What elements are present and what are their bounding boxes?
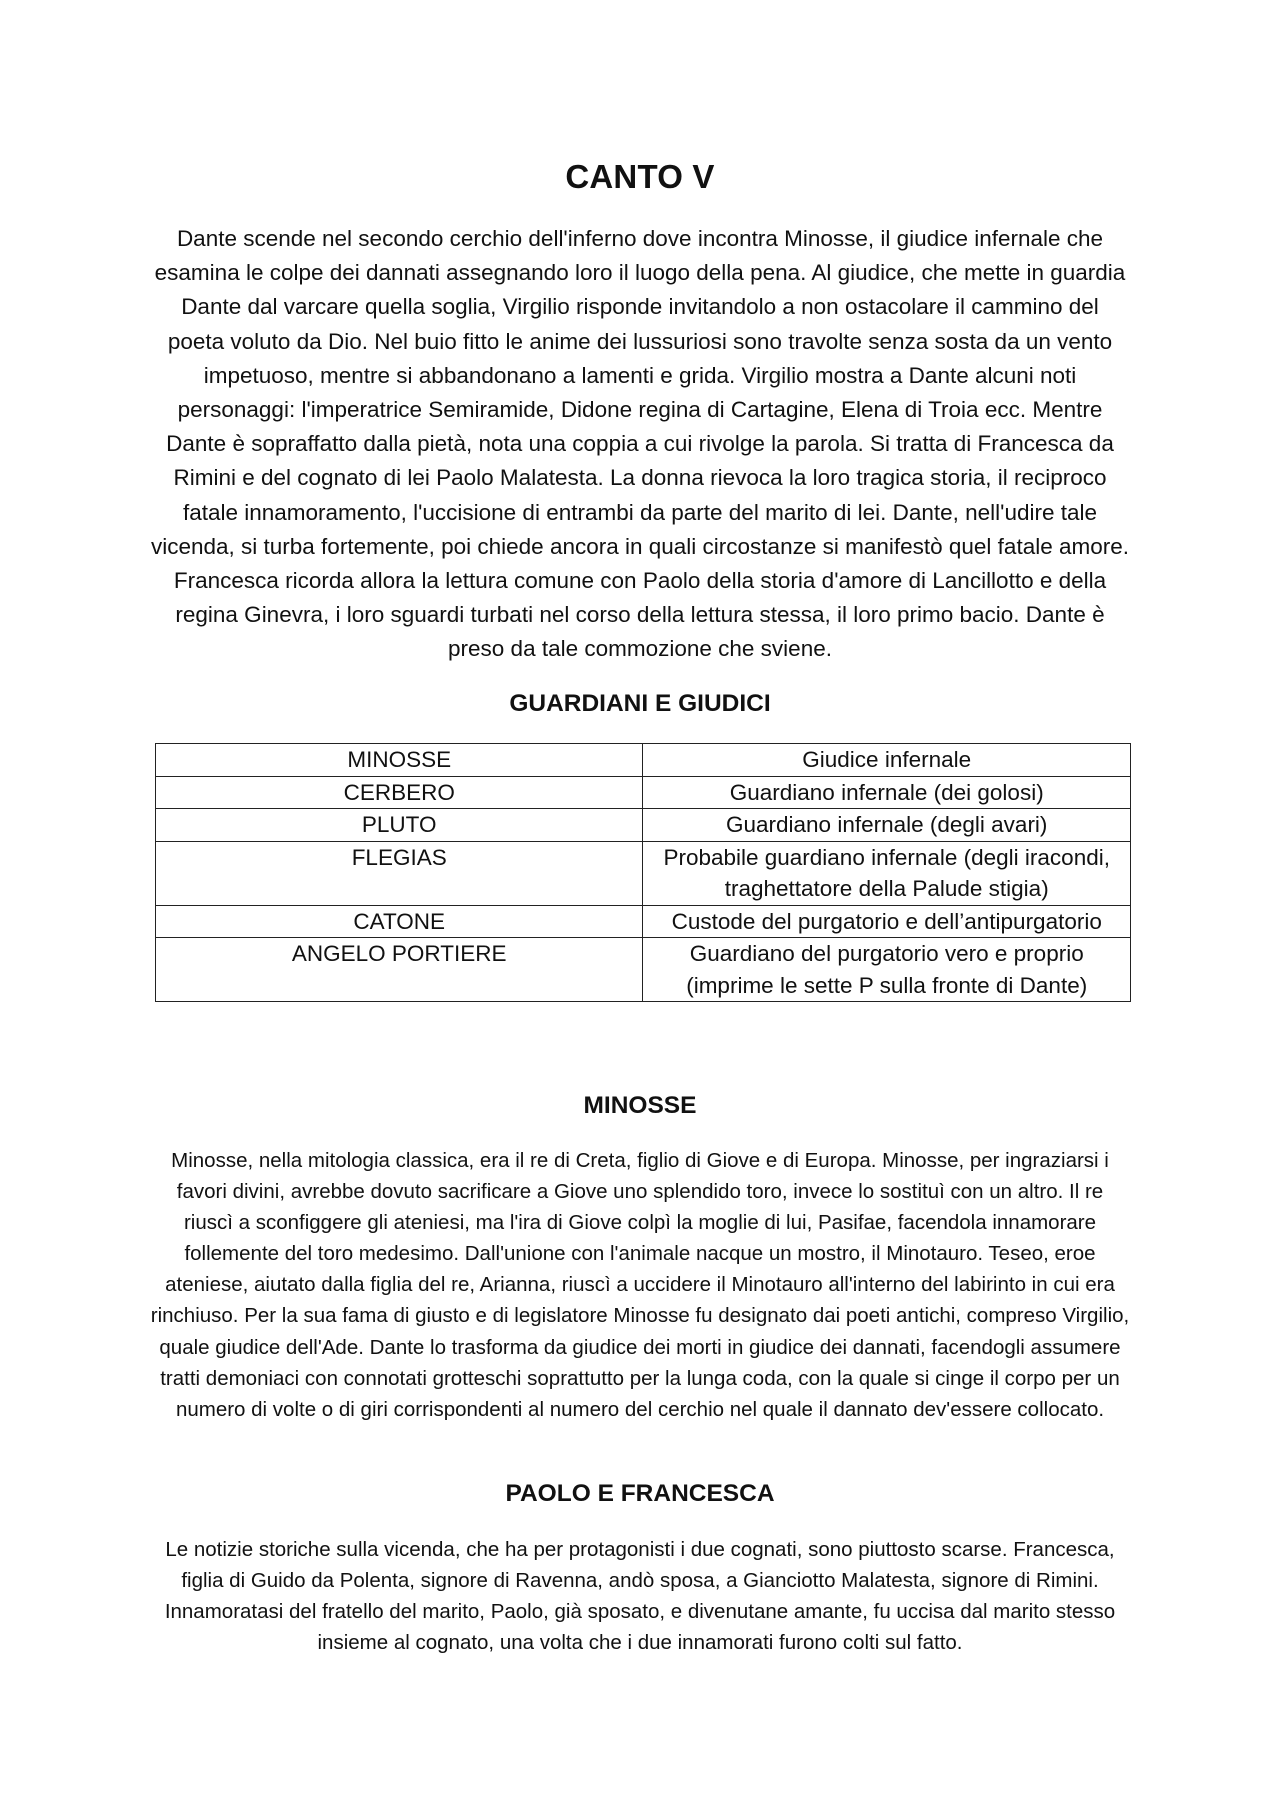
table-row [156,776,1131,809]
guardian-role: Guardiano infernale (dei golosi) [643,776,1131,809]
guardiani-table [155,743,1131,1002]
guardian-role: Giudice infernale [643,744,1131,777]
guardian-role: Guardiano del purgatorio vero e proprio (imprime le sette P sulla fronte di Dante) [643,938,1131,1002]
guardian-role: Probabile guardiano infernale (degli iracondi, traghettatore della Palude stigia) [643,841,1131,905]
table-row [156,809,1131,842]
table-row [156,744,1131,777]
guardian-name: CATONE [156,905,643,938]
intro-paragraph: Dante scende nel secondo cerchio dell'inferno dove incontra Minosse, il giudice infernale che esamina le colpe dei dannati assegnando loro il luogo della pena. Al giudice, che mette in guardia Dante dal varcare quella soglia, Virgilio risponde invitandolo a non ostacolare il cammino del poeta voluto da Dio. Nel buio fitto le anime dei lussuriosi sono travolte senza sosta da un vento impetuoso, mentre si abbandonano a lamenti e grida. Virgilio mostra a Dante alcuni noti personaggi: l'imperatrice Semiramide, Didone regina di Cartagine, Elena di Troia ecc. Mentre Dante è sopraffatto dalla pietà, nota una coppia a cui rivolge la parola. Si tratta di Francesca da Rimini e del cognato di lei Paolo Malatesta. La donna rievoca la loro tragica storia, il reciproco fatale innamoramento, l'uccisione di entrambi da parte del marito di lei. Dante, nell'udire tale vicenda, si turba fortemente, poi chiede ancora in quali circostanze si manifestò quel fatale amore. Francesca ricorda allora la lettura comune con Paolo della storia d'amore di Lancillotto e della regina Ginevra, i loro sguardi turbati nel corso della lettura stessa, il loro primo bacio. Dante è preso da tale commozione che sviene. [150,226,1130,662]
guardian-role: Custode del purgatorio e dell’antipurgatorio [643,905,1131,938]
guardian-name: FLEGIAS [156,841,643,905]
guardian-name: PLUTO [156,809,643,842]
paolo-francesca-heading: PAOLO E FRANCESCA [505,1480,775,1507]
guardiani-heading: GUARDIANI E GIUDICI [509,690,771,717]
page-title: CANTO V [565,158,715,195]
minosse-heading: MINOSSE [583,1092,697,1119]
guardian-name: ANGELO PORTIERE [156,938,643,1002]
guardian-name: MINOSSE [156,744,643,777]
table-row [156,905,1131,938]
table-row [156,938,1131,1002]
minosse-paragraph: Minosse, nella mitologia classica, era il re di Creta, figlio di Giove e di Europa. Minosse, per ingraziarsi i favori divini, avrebbe dovuto sacrificare a Giove uno splendido toro, invece lo sostituì con un altro. Il re riuscì a sconfiggere gli ateniesi, ma l'ira di Giove colpì la moglie di lui, Pasifae, facendola innamorare follemente del toro medesimo. Dall'unione con l'animale nacque un mostro, il Minotauro. Teseo, eroe ateniese, aiutato dalla figlia del re, Arianna, riuscì a uccidere il Minotauro all'interno del labirinto in cui era rinchiuso. Per la sua fama di giusto e di legislatore Minosse fu designato dai poeti antichi, compreso Virgilio, quale giudice dell'Ade. Dante lo trasforma da giudice dei morti in giudice dei dannati, facendogli assumere tratti demoniaci con connotati grotteschi soprattutto per la lunga coda, con la quale si cinge il corpo per un numero di volte o di giri corrispondenti al numero del cerchio nel quale il dannato dev'essere collocato. [150,1149,1130,1421]
paolo-francesca-paragraph: Le notizie storiche sulla vicenda, che ha per protagonisti i due cognati, sono piuttosto scarse. Francesca, figlia di Guido da Polenta, signore di Ravenna, andò sposa, a Gianciotto Malatesta, signore di Rimini. Innamoratasi del fratello del marito, Paolo, già sposato, e divenutane amante, fu uccisa dal marito stesso insieme al cognato, una volta che i due innamorati furono colti sul fatto. [164,1538,1116,1655]
guardian-role: Guardiano infernale (degli avari) [643,809,1131,842]
guardian-name: CERBERO [156,776,643,809]
table-row [156,841,1131,905]
